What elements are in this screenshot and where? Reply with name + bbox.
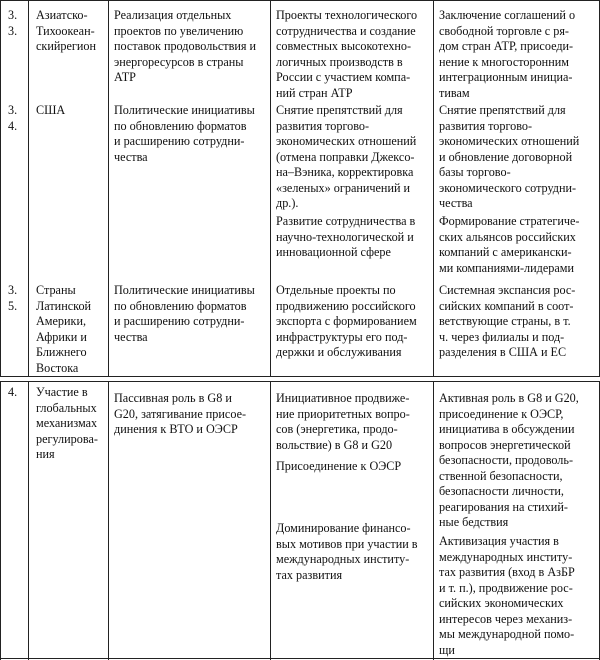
scenario-1-cell: Реализация отдельных проектов по увеличению поставок продовольствия и энергоресурсов в страны АТР <box>114 8 257 84</box>
column-divider <box>270 381 271 659</box>
column-divider <box>28 381 29 659</box>
scenario-3-cell: Активная роль в G8 и G20, присоединение к ОЭСР, инициатива в обсуждении вопросов энергетической безопасности, продоволь- ственной безопасности, безопасности личности, реагирования на стихий- ные бедствия <box>439 391 579 529</box>
column-divider <box>0 381 1 659</box>
scenario-2-cell: Развитие сотрудничества в научно-технологической и инновационной сфере <box>276 214 416 259</box>
scenario-2-cell: Проекты технологического сотрудничества и создание совместных высокотехно- логичных производств в России с участием компа- ний стран АТР <box>276 8 418 100</box>
scenario-3-cell: Снятие препятствий для развития торгово- экономических отношений и обновление договорной базы торгово- экономического сотрудни- чества <box>439 103 580 210</box>
table-border-top <box>0 0 600 1</box>
scenario-2-cell: Снятие препятствий для развития торгово- экономических отношений (отмена поправки Джексо- на–Вэника, корректировка «зеленых» ограничений и др.). <box>276 103 417 210</box>
scenario-1-cell: Политические инициативы по обновлению форматов и расширению сотрудни- чества <box>114 283 255 344</box>
scenario-3-cell: Системная экспансия рос- сийских компаний в соот- ветствующие страны, в т. ч. через филиалы и под- разделения в США и ЕС <box>439 283 576 359</box>
scenario-2-cell: Инициативное продвиже- ние приоритетных вопро- сов (энергетика, продо- вольствие) в G8 и G20 <box>276 391 410 452</box>
row-divider <box>0 376 600 377</box>
region-cell: Азиатско- Тихоокеан- скийрегион <box>36 8 97 53</box>
scenario-3-cell: Заключение соглашений о свободной торговле с ря- дом стран АТР, присоеди- нение к многосторонним интеграционным инициа- тивам <box>439 8 576 100</box>
scenario-2-cell: Отдельные проекты по продвижению российского экспорта с формированием инфраструктуры его под- держки и обслуживания <box>276 283 417 359</box>
scenario-3-cell: Активизация участия в международных институ- тах развития (вход в АзБР и т. п.), продвижение рос- сийских экономических интересов через механиз- мы международной помо- щи <box>439 534 575 657</box>
table-border-bottom <box>0 658 600 659</box>
row-number: 3. 5. <box>8 283 18 313</box>
scenario-1-cell: Пассивная роль в G8 и G20, затягивание присое- динения к ВТО и ОЭСР <box>114 391 247 436</box>
region-cell: США <box>36 103 66 117</box>
column-divider <box>433 381 434 659</box>
region-cell: Страны Латинской Америки, Африки и Ближнего Востока <box>36 283 92 375</box>
row-number: 4. <box>8 385 18 399</box>
row-number: 3. 4. <box>8 103 18 133</box>
column-divider <box>108 381 109 659</box>
scenario-2-cell: Присоединение к ОЭСР <box>276 459 402 473</box>
scenario-1-cell: Политические инициативы по обновлению форматов и расширению сотрудни- чества <box>114 103 255 164</box>
row-divider <box>0 381 600 382</box>
scenario-3-cell: Формирование стратегиче- ских альянсов российских компаний с американски- ми компаниями-лидерами <box>439 214 580 275</box>
scenario-2-cell: Доминирование финансо- вых мотивов при участии в международных институ- тах развития <box>276 521 418 582</box>
region-cell: Участие в глобальных механизмах регулирова- ния <box>36 385 98 461</box>
row-number: 3. 3. <box>8 8 18 38</box>
